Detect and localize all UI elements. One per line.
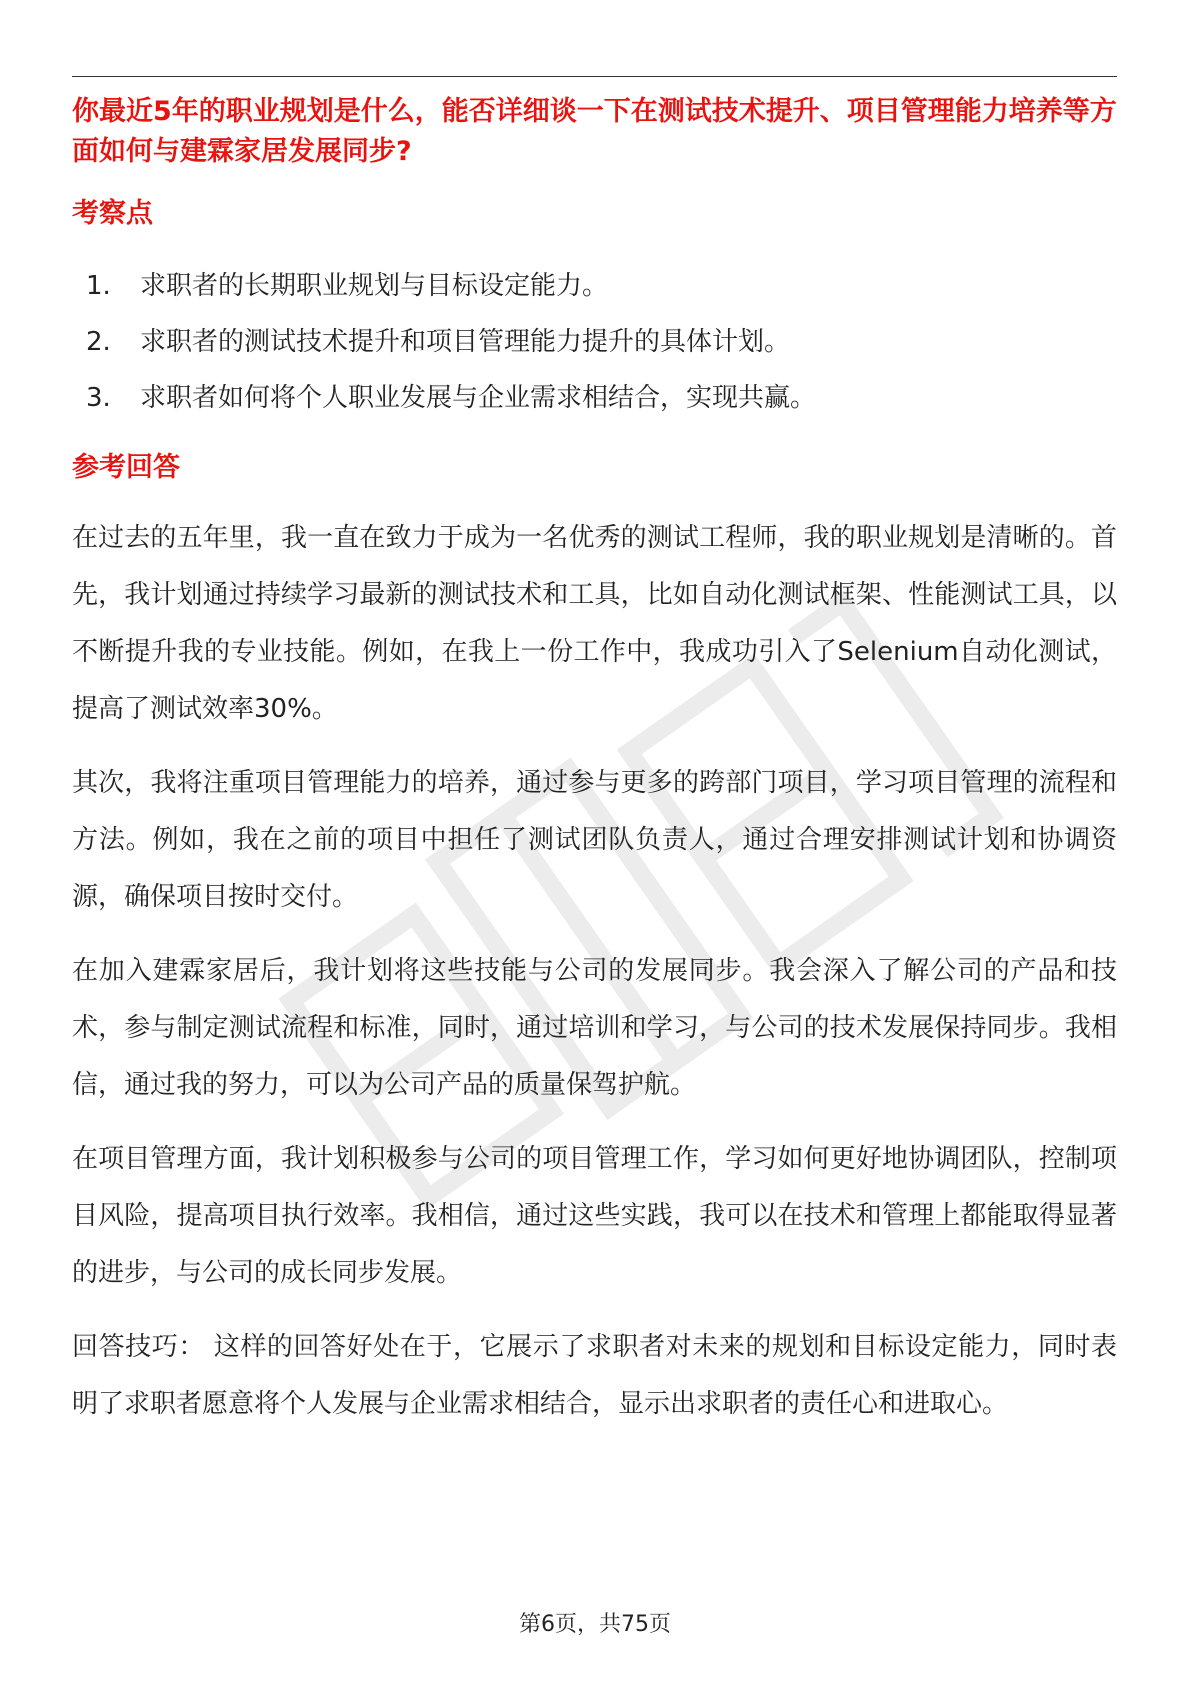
answer-section-title: 参考回答 (72, 452, 180, 483)
list-item-number: 2. (86, 327, 111, 357)
header-rule (72, 76, 1117, 77)
list-item-text: 求职者的长期职业规划与目标设定能力。 (140, 271, 609, 301)
page-number: 第6页，共75页 (519, 1612, 671, 1637)
answer-paragraph: 在加入建霖家居后，我计划将这些技能与公司的发展同步。我会深入了解公司的产品和技术，参与制定测试流程和标准，同时，通过培训和学习，与公司的技术发展保持同步。我相信，通过我的努力，可以为公司产品的质量保驾护航。 (72, 956, 1117, 1100)
list-item-text: 求职者的测试技术提升和项目管理能力提升的具体计划。 (140, 327, 791, 357)
document-body (72, 92, 1117, 1433)
list-item (72, 322, 1117, 362)
answer-paragraph: 在项目管理方面，我计划积极参与公司的项目管理工作，学习如何更好地协调团队，控制项目风险，提高项目执行效率。我相信，通过这些实践，我可以在技术和管理上都能取得显著的进步，与公司的成长同步发展。 (72, 1144, 1117, 1288)
question-heading: 你最近5年的职业规划是什么，能否详细谈一下在测试技术提升、项目管理能力培养等方面如何与建霖家居发展同步? (72, 96, 1117, 167)
points-section-title: 考察点 (72, 198, 153, 229)
points-list (72, 266, 1117, 418)
answer-paragraph: 在过去的五年里，我一直在致力于成为一名优秀的测试工程师，我的职业规划是清晰的。首先，我计划通过持续学习最新的测试技术和工具，比如自动化测试框架、性能测试工具，以不断提升我的专业技能。例如，在我上一份工作中，我成功引入了Selenium自动化测试，提高了测试效率30%。 (72, 523, 1117, 724)
list-item-text: 求职者如何将个人职业发展与企业需求相结合，实现共赢。 (140, 383, 817, 413)
list-item (72, 378, 1117, 418)
list-item (72, 266, 1117, 306)
answer-paragraph: 其次，我将注重项目管理能力的培养，通过参与更多的跨部门项目，学习项目管理的流程和方法。例如，我在之前的项目中担任了测试团队负责人，通过合理安排测试计划和协调资源，确保项目按时交付。 (72, 768, 1117, 912)
list-item-number: 3. (86, 383, 111, 413)
list-item-number: 1. (86, 271, 111, 301)
answer-tip-paragraph: 回答技巧： 这样的回答好处在于，它展示了求职者对未来的规划和目标设定能力，同时表明了求职者愿意将个人发展与企业需求相结合，显示出求职者的责任心和进取心。 (72, 1332, 1117, 1419)
